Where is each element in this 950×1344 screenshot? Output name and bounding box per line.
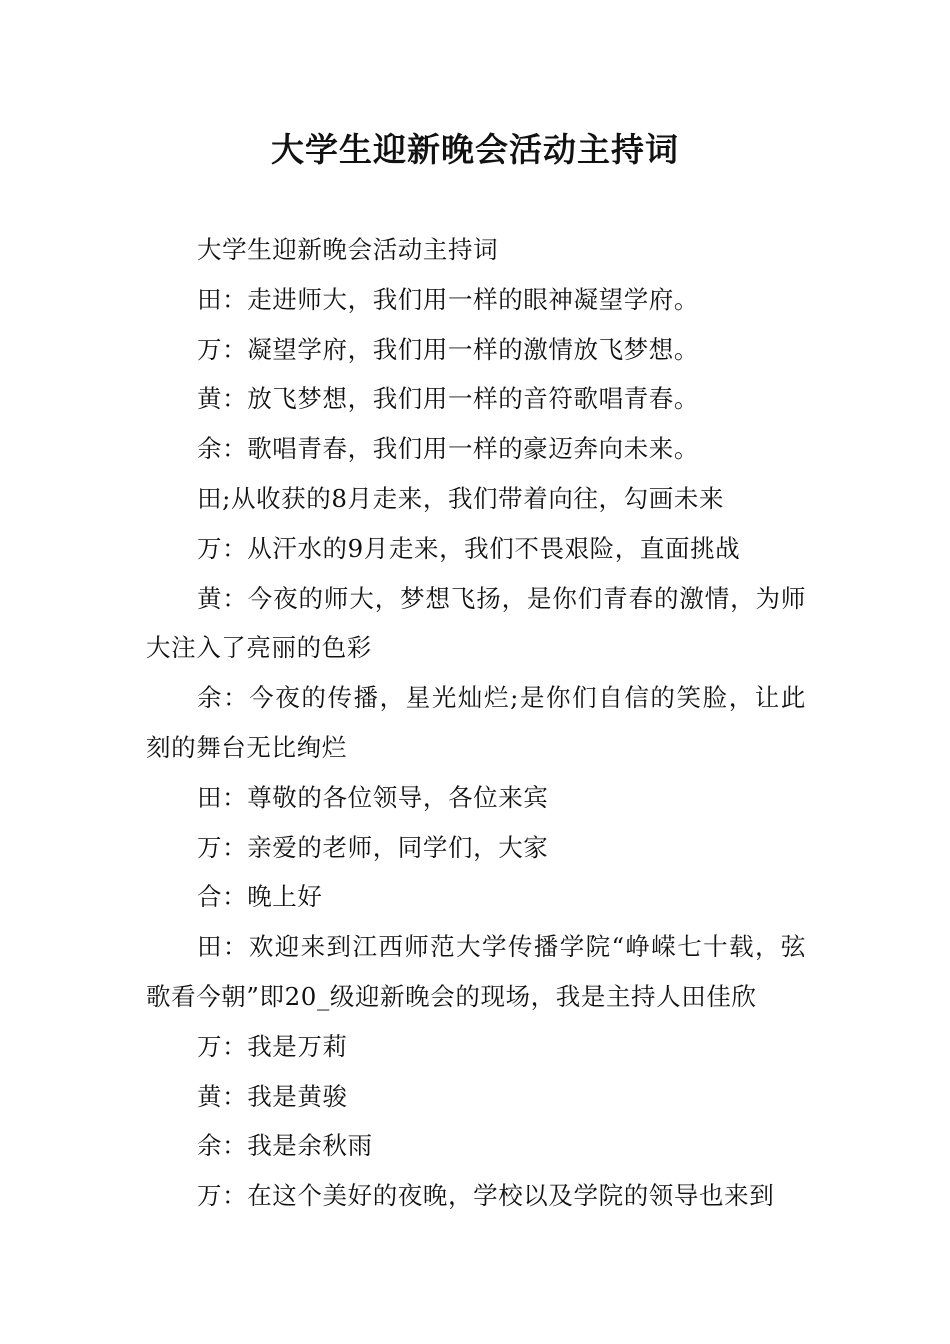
paragraph: 黄：今夜的师大，梦想飞扬，是你们青春的激情，为师大注入了亮丽的色彩 <box>146 583 806 663</box>
paragraph: 万：亲爱的老师，同学们，大家 <box>197 832 549 862</box>
paragraph: 田：走进师大，我们用一样的眼神凝望学府。 <box>197 284 699 314</box>
paragraph: 余：今夜的传播，星光灿烂;是你们自信的笑脸，让此刻的舞台无比绚烂 <box>146 683 806 762</box>
paragraph: 田：尊敬的各位领导，各位来宾 <box>197 782 549 812</box>
paragraph: 万：我是万莉 <box>197 1031 348 1061</box>
paragraph: 黄：我是黄骏 <box>197 1081 348 1111</box>
paragraph: 余：我是余秋雨 <box>197 1131 373 1161</box>
paragraph: 万：在这个美好的夜晚，学校以及学院的领导也来到 <box>197 1181 775 1211</box>
paragraph-heading: 大学生迎新晚会活动主持词 <box>197 235 499 264</box>
paragraph: 余：歌唱青春，我们用一样的豪迈奔向未来。 <box>197 434 699 464</box>
paragraph: 万：凝望学府，我们用一样的激情放飞梦想。 <box>197 334 699 364</box>
paragraph: 万：从汗水的9月走来，我们不畏艰险，直面挑战 <box>197 533 741 563</box>
document-title: 大学生迎新晚会活动主持词 <box>271 130 679 169</box>
paragraph: 合：晚上好 <box>197 882 323 912</box>
paragraph: 黄：放飞梦想，我们用一样的音符歌唱青春。 <box>197 384 699 414</box>
paragraph: 田：欢迎来到江西师范大学传播学院“峥嵘七十载，弦歌看今朝”即20_级迎新晚会的现场，我是主持人田佳欣 <box>146 932 806 1011</box>
document-body <box>146 225 806 1221</box>
paragraph: 田;从收获的8月走来，我们带着向往，勾画未来 <box>197 483 725 513</box>
